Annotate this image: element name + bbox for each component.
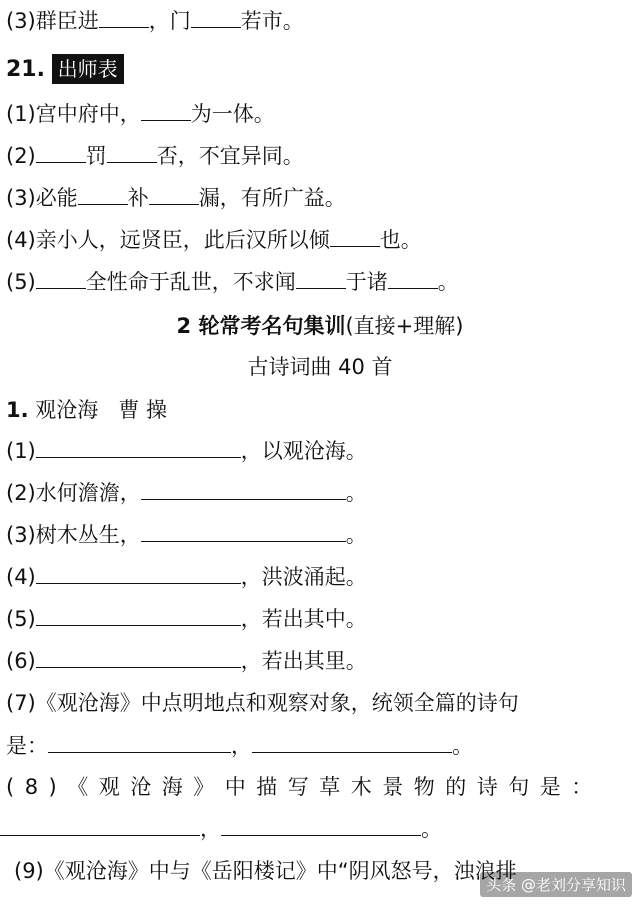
item-text: 。 bbox=[421, 817, 442, 841]
poem-item-5 bbox=[6, 604, 634, 634]
item-text: 否，不宜异同。 bbox=[156, 144, 304, 168]
item-text: 。 bbox=[345, 523, 367, 547]
item-text: ，以观沧海。 bbox=[240, 439, 367, 463]
item-number: (2) bbox=[6, 144, 36, 168]
item-text: 宫中府中， bbox=[35, 102, 141, 126]
item-text: 为一体。 bbox=[190, 102, 275, 126]
answer-blank[interactable] bbox=[141, 521, 346, 542]
answer-blank[interactable] bbox=[149, 184, 199, 205]
item-number: (9) bbox=[14, 859, 44, 883]
item-number: (3) bbox=[6, 9, 36, 33]
item-number: (4) bbox=[6, 565, 36, 589]
answer-blank[interactable] bbox=[48, 732, 231, 753]
item-text: 补 bbox=[127, 186, 149, 210]
poem-item-6 bbox=[6, 646, 634, 676]
answer-blank[interactable] bbox=[330, 226, 380, 247]
item-number: (3) bbox=[6, 186, 36, 210]
item-number: (5) bbox=[6, 270, 36, 294]
item-text: 树木丛生， bbox=[35, 523, 141, 547]
item-3-bineng bbox=[6, 183, 634, 213]
training-subtitle: (直接+理解) bbox=[345, 314, 464, 338]
item-text: 亲小人，远贤臣，此后汉所以倾 bbox=[35, 228, 330, 252]
item-text: 若市。 bbox=[240, 9, 304, 33]
question-text: 《观沧海》中描写草木景物的诗句是： bbox=[67, 775, 603, 799]
poem-question-7 bbox=[6, 688, 634, 718]
section-21-heading bbox=[6, 54, 634, 84]
item-text: 。 bbox=[437, 270, 459, 294]
item-text: 全性命于乱世，不求闻 bbox=[85, 270, 296, 294]
answer-blank[interactable] bbox=[36, 268, 86, 289]
answer-blank[interactable] bbox=[0, 815, 200, 836]
item-2-fa bbox=[6, 141, 634, 171]
answer-blank[interactable] bbox=[296, 268, 346, 289]
item-number: (8) bbox=[6, 775, 68, 799]
item-number: (1) bbox=[6, 439, 36, 463]
answer-blank[interactable] bbox=[141, 479, 346, 500]
answer-blank[interactable] bbox=[388, 268, 438, 289]
poem-question-8 bbox=[6, 772, 634, 802]
item-text: ， bbox=[200, 817, 221, 841]
poem-question-8-answer bbox=[0, 814, 634, 844]
item-1-gongzhong bbox=[6, 99, 634, 129]
answer-blank[interactable] bbox=[99, 7, 149, 28]
item-number: (4) bbox=[6, 228, 36, 252]
answer-blank[interactable] bbox=[36, 563, 241, 584]
item-text: 于诸 bbox=[345, 270, 388, 294]
question-text: 《观沧海》中与《岳阳楼记》中“阴风怒号，浊浪排 bbox=[43, 859, 517, 883]
item-text: ， bbox=[231, 734, 252, 758]
item-text: 罚 bbox=[85, 144, 107, 168]
item-text: 水何澹澹， bbox=[35, 481, 141, 505]
answer-blank[interactable] bbox=[107, 142, 157, 163]
item-text: 群臣进 bbox=[35, 9, 99, 33]
answer-blank[interactable] bbox=[78, 184, 128, 205]
item-4-qinxiaoren bbox=[6, 225, 634, 255]
answer-blank[interactable] bbox=[221, 815, 421, 836]
item-number: (5) bbox=[6, 607, 36, 631]
item-text: ，洪波涌起。 bbox=[240, 565, 367, 589]
question-text: 《观沧海》中点明地点和观察对象，统领全篇的诗句 bbox=[35, 691, 519, 715]
poem-item-4 bbox=[6, 562, 634, 592]
collection-title: 古诗词曲 40 首 bbox=[247, 355, 393, 379]
item-text: 也。 bbox=[379, 228, 422, 252]
item-text: 。 bbox=[452, 734, 473, 758]
item-5-quanxingming bbox=[6, 267, 634, 297]
poem-item-2 bbox=[6, 478, 634, 508]
item-number: (6) bbox=[6, 649, 36, 673]
item-number: (7) bbox=[6, 691, 36, 715]
poem-item-1 bbox=[6, 436, 634, 466]
answer-blank[interactable] bbox=[36, 647, 241, 668]
collection-heading bbox=[0, 352, 640, 382]
poem-1-heading bbox=[6, 395, 634, 425]
answer-blank[interactable] bbox=[36, 605, 241, 626]
section-title-badge: 出师表 bbox=[52, 54, 124, 84]
poem-question-7-answer bbox=[6, 731, 634, 761]
poem-title: 观沧海 bbox=[35, 398, 99, 422]
source-watermark: 头条 @老刘分享知识 bbox=[480, 872, 632, 897]
poem-item-3 bbox=[6, 520, 634, 550]
item-number: (3) bbox=[6, 523, 36, 547]
answer-blank[interactable] bbox=[252, 732, 452, 753]
item-3-qunchen bbox=[6, 6, 634, 36]
item-text: ，门 bbox=[148, 9, 191, 33]
question-text: 是： bbox=[6, 734, 48, 758]
training-title: 2 轮常考名句集训 bbox=[176, 314, 346, 338]
item-text: 必能 bbox=[35, 186, 78, 210]
answer-blank[interactable] bbox=[36, 437, 241, 458]
answer-blank[interactable] bbox=[191, 7, 241, 28]
item-number: (1) bbox=[6, 102, 36, 126]
poem-author: 曹 操 bbox=[118, 398, 167, 422]
poem-number: 1. bbox=[6, 398, 29, 422]
item-text: ，若出其里。 bbox=[240, 649, 367, 673]
answer-blank[interactable] bbox=[36, 142, 86, 163]
answer-blank[interactable] bbox=[141, 100, 191, 121]
item-text: ，若出其中。 bbox=[240, 607, 367, 631]
item-text: 。 bbox=[345, 481, 367, 505]
item-text: 漏，有所广益。 bbox=[198, 186, 346, 210]
section-number: 21. bbox=[6, 57, 45, 82]
item-number: (2) bbox=[6, 481, 36, 505]
training-heading bbox=[0, 311, 640, 341]
